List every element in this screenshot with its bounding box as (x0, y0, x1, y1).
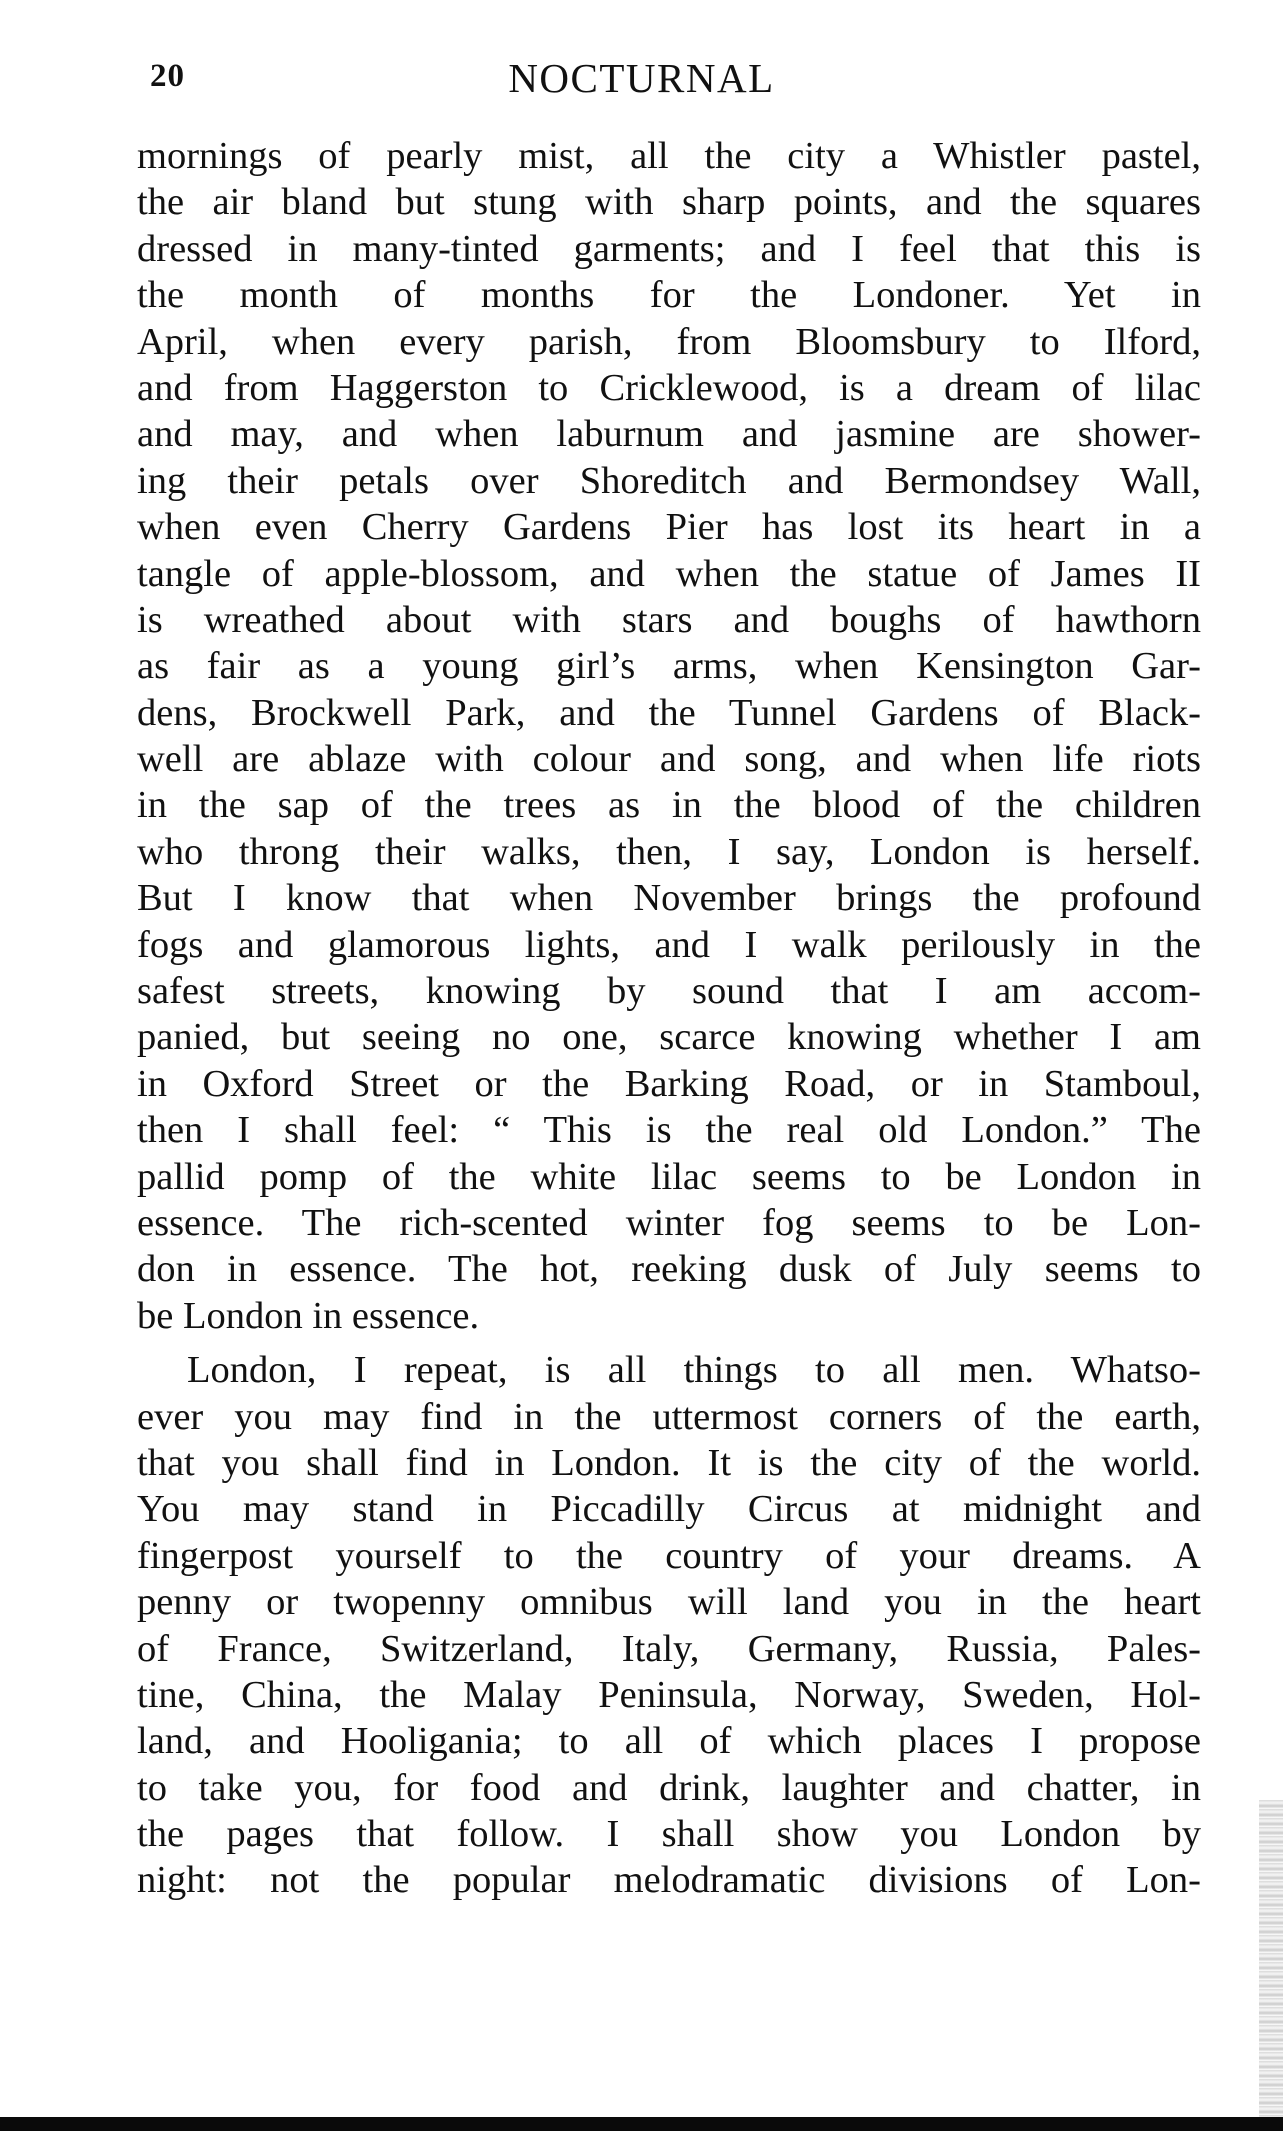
text-line: But I know that when November brings the profound (137, 877, 1201, 920)
text-line: in the sap of the trees as in the blood of the children (137, 784, 1201, 827)
text-line: then I shall feel: “ This is the real old London.” The (137, 1109, 1201, 1152)
text-line: the pages that follow. I shall show you London by (137, 1813, 1201, 1856)
text-line: to take you, for food and drink, laughter and chatter, in (137, 1766, 1201, 1809)
text-line: essence. The rich-scented winter fog seems to be Lon- (137, 1201, 1201, 1244)
text-line: dressed in many-tinted garments; and I feel that this is (137, 227, 1201, 270)
text-line: and may, and when laburnum and jasmine are shower- (137, 413, 1201, 456)
text-line: dens, Brockwell Park, and the Tunnel Gardens of Black- (137, 691, 1201, 734)
text-line: is wreathed about with stars and boughs of hawthorn (137, 598, 1201, 641)
bottom-border (0, 2117, 1283, 2131)
text-line: April, when every parish, from Bloomsbury to Ilford, (137, 320, 1201, 363)
text-line: when even Cherry Gardens Pier has lost its heart in a (137, 506, 1201, 549)
page-edge-shading (1259, 1800, 1283, 2117)
text-line: and from Haggerston to Cricklewood, is a dream of lilac (137, 366, 1201, 409)
text-line: the month of months for the Londoner. Yet in (137, 274, 1201, 317)
paragraph-1 (137, 133, 1201, 1339)
text-line: night: not the popular melodramatic divisions of Lon- (137, 1859, 1201, 1902)
paragraph-gap (137, 1339, 1201, 1347)
running-head: NOCTURNAL (508, 55, 775, 101)
page-number: 20 (150, 58, 185, 94)
text-line: fingerpost yourself to the country of your dreams. A (137, 1534, 1201, 1577)
text-line: safest streets, knowing by sound that I am accom- (137, 970, 1201, 1013)
text-line: tine, China, the Malay Peninsula, Norway, Sweden, Hol- (137, 1673, 1201, 1716)
text-line: London, I repeat, is all things to all men. Whatso- (187, 1349, 1201, 1392)
text-line: ing their petals over Shoreditch and Bermondsey Wall, (137, 459, 1201, 502)
text-line: mornings of pearly mist, all the city a Whistler pastel, (137, 135, 1201, 177)
text-line: tangle of apple-blossom, and when the statue of James II (137, 552, 1201, 595)
paragraph-2 (137, 1347, 1201, 1904)
text-line: penny or twopenny omnibus will land you in the heart (137, 1581, 1201, 1624)
text-line: You may stand in Piccadilly Circus at midnight and (137, 1488, 1201, 1531)
text-line: the air bland but stung with sharp points, and the squares (137, 181, 1201, 224)
text-line: panied, but seeing no one, scarce knowing whether I am (137, 1016, 1201, 1059)
body-text (137, 133, 1201, 1904)
text-line: who throng their walks, then, I say, London is herself. (137, 830, 1201, 873)
text-line: as fair as a young girl’s arms, when Kensington Gar- (137, 645, 1201, 688)
text-line: that you shall find in London. It is the city of the world. (137, 1441, 1201, 1484)
text-line: of France, Switzerland, Italy, Germany, Russia, Pales- (137, 1627, 1201, 1670)
text-line: ever you may find in the uttermost corners of the earth, (137, 1395, 1201, 1438)
text-line: don in essence. The hot, reeking dusk of July seems to (137, 1248, 1201, 1291)
text-line: be London in essence. (137, 1294, 480, 1337)
text-line: land, and Hooligania; to all of which places I propose (137, 1720, 1201, 1763)
text-line: in Oxford Street or the Barking Road, or in Stamboul, (137, 1062, 1201, 1105)
text-line: pallid pomp of the white lilac seems to be London in (137, 1155, 1201, 1198)
text-line: well are ablaze with colour and song, and when life riots (137, 738, 1201, 781)
text-line: fogs and glamorous lights, and I walk perilously in the (137, 923, 1201, 966)
